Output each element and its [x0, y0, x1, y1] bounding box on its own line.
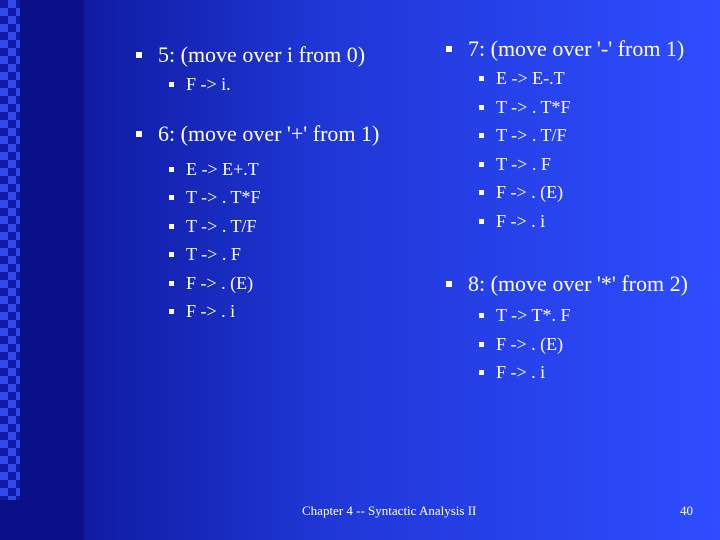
list-item	[136, 155, 426, 184]
footer	[0, 502, 720, 520]
list-item	[136, 183, 426, 212]
left-column	[136, 40, 426, 326]
list-item	[446, 178, 716, 207]
square-bullet-icon	[479, 370, 484, 375]
square-bullet-icon	[479, 162, 484, 167]
list-item-text: T -> . T/F	[496, 125, 567, 145]
list-item	[136, 240, 426, 269]
square-bullet-icon	[169, 82, 174, 87]
square-bullet-icon	[479, 313, 484, 318]
list-item-text: F -> i.	[186, 74, 231, 94]
square-bullet-icon	[169, 195, 174, 200]
list-item-text: E -> E+.T	[186, 158, 259, 179]
section-heading	[136, 119, 426, 149]
square-bullet-icon	[169, 167, 174, 172]
square-bullet-icon	[136, 52, 142, 58]
list-item	[446, 358, 716, 387]
list-item	[446, 121, 716, 150]
square-bullet-icon	[169, 281, 174, 286]
section-heading-text: 7: (move over '-' from 1)	[468, 36, 685, 61]
list-item	[446, 64, 716, 93]
square-bullet-icon	[169, 224, 174, 229]
checkerboard-pattern	[0, 0, 20, 500]
list-item	[446, 93, 716, 122]
list-item-text: F -> . i	[496, 210, 546, 231]
list-item-text: E -> E-.T	[496, 68, 565, 88]
right-column	[446, 34, 716, 387]
list-item-text: T -> T*. F	[496, 305, 571, 325]
square-bullet-icon	[446, 281, 452, 287]
list-item-text: T -> . F	[496, 153, 551, 174]
list-item-text: F -> . (E)	[496, 182, 564, 202]
square-bullet-icon	[169, 252, 174, 257]
list-item-text: F -> . i	[496, 362, 546, 382]
list-item	[136, 70, 426, 99]
list-item	[446, 150, 716, 179]
section-heading-text: 5: (move over i from 0)	[158, 42, 366, 67]
list-item	[446, 330, 716, 359]
section-heading-text: 6: (move over '+' from 1)	[158, 120, 380, 146]
list-item	[446, 207, 716, 236]
square-bullet-icon	[136, 131, 142, 137]
section-heading	[446, 269, 716, 299]
list-item	[136, 269, 426, 298]
section-heading-text: 8: (move over '*' from 2)	[468, 271, 688, 296]
list-item-text: T -> . F	[186, 244, 241, 264]
list-item-text: T -> . T*F	[186, 187, 261, 207]
square-bullet-icon	[479, 76, 484, 81]
square-bullet-icon	[446, 46, 452, 52]
list-item-text: T -> . T/F	[186, 215, 257, 236]
footer-title: Chapter 4 -- Syntactic Analysis II	[302, 503, 477, 518]
list-item-text: T -> . T*F	[496, 96, 571, 117]
square-bullet-icon	[479, 219, 484, 224]
list-item-text: F -> . i	[186, 301, 236, 321]
square-bullet-icon	[479, 133, 484, 138]
square-bullet-icon	[479, 342, 484, 347]
square-bullet-icon	[479, 105, 484, 110]
list-item	[136, 212, 426, 241]
square-bullet-icon	[479, 190, 484, 195]
list-item	[136, 297, 426, 326]
square-bullet-icon	[169, 309, 174, 314]
page-number: 40	[680, 503, 693, 518]
list-item-text: F -> . (E)	[186, 272, 254, 293]
list-item-text: F -> . (E)	[496, 333, 564, 354]
list-item	[446, 301, 716, 330]
section-heading	[136, 40, 426, 70]
section-heading	[446, 34, 716, 64]
